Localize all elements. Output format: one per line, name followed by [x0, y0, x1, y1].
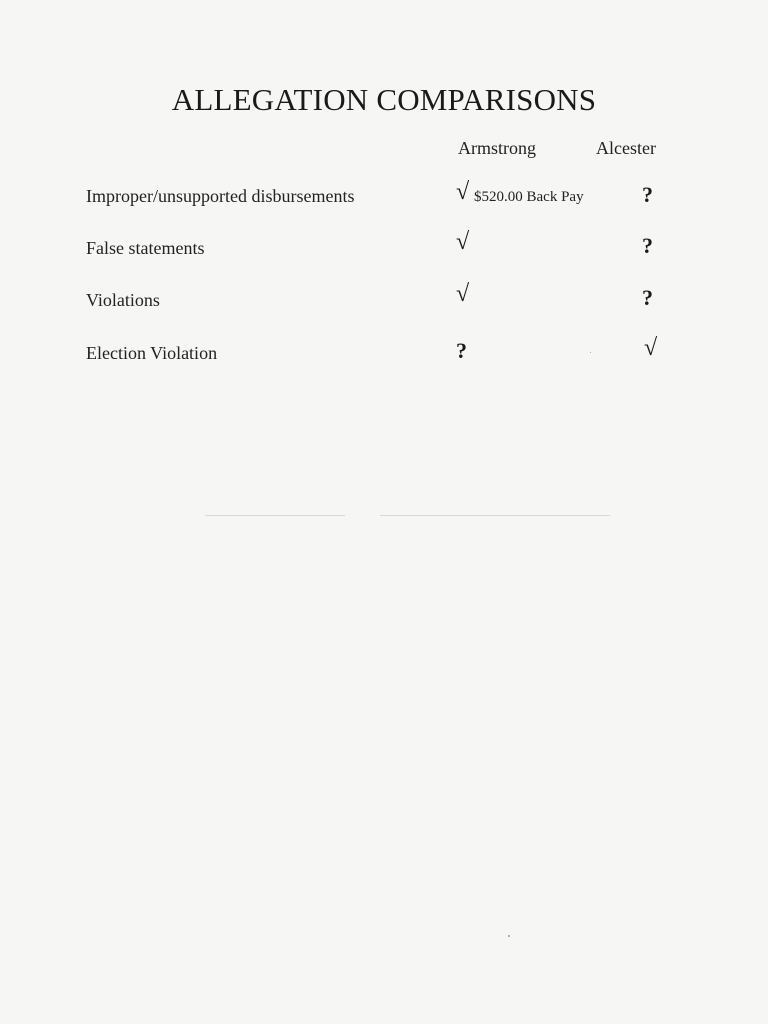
row-label-election-violation: Election Violation [86, 343, 218, 363]
alcester-question-mark-row1: ? [642, 182, 653, 207]
column-header-alcester: Alcester [596, 138, 656, 158]
alcester-check-mark-row4: √ [644, 335, 658, 361]
page-title: ALLEGATION COMPARISONS [171, 82, 597, 117]
alcester-question-mark-row3: ? [642, 285, 653, 310]
scan-speck [590, 352, 591, 353]
scan-speck [508, 935, 510, 937]
armstrong-note-row1: $520.00 Back Pay [474, 189, 584, 205]
row-label-violations: Violations [86, 290, 160, 310]
column-header-armstrong: Armstrong [458, 138, 536, 158]
row-label-improper-disbursements: Improper/unsupported disbursements [86, 186, 355, 206]
scan-artifact-line [205, 515, 345, 516]
armstrong-check-mark-row1: √ [456, 179, 470, 205]
row-label-false-statements: False statements [86, 238, 205, 258]
armstrong-question-mark-row4: ? [456, 338, 467, 363]
alcester-question-mark-row2: ? [642, 233, 653, 258]
armstrong-check-mark-row3: √ [456, 281, 470, 307]
scan-artifact-line [380, 515, 610, 516]
armstrong-check-mark-row2: √ [456, 229, 470, 255]
